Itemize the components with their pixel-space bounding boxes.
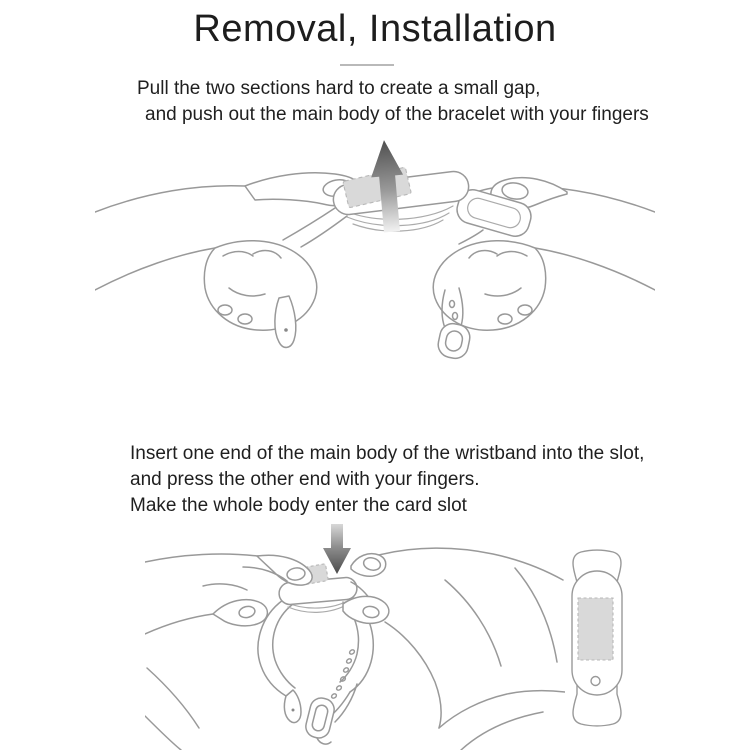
step-1-instructions [137, 76, 649, 128]
step-2-instructions [130, 441, 644, 519]
instruction-line: Make the whole body enter the card slot [130, 495, 467, 516]
press-in-illustration [145, 522, 565, 750]
instruction-line: and push out the main body of the bracelet with your fingers [145, 104, 649, 125]
instruction-line: and press the other end with your fingers. [130, 469, 480, 490]
home-button [591, 677, 600, 686]
instruction-line: Pull the two sections hard to create a small gap, [137, 78, 541, 99]
pull-apart-illustration [95, 140, 655, 400]
page-title: Removal, Installation [193, 8, 557, 50]
left-hand [95, 173, 363, 330]
down-arrow-icon [323, 524, 351, 574]
instruction-line: Insert one end of the main body of the wristband into the slot, [130, 443, 645, 464]
title-divider [340, 64, 394, 66]
strap-pin-hole [284, 328, 288, 332]
strap-pin-hole [292, 709, 295, 712]
screen-area [578, 598, 613, 660]
wristband-front-view [562, 548, 632, 728]
right-hand [343, 548, 565, 750]
